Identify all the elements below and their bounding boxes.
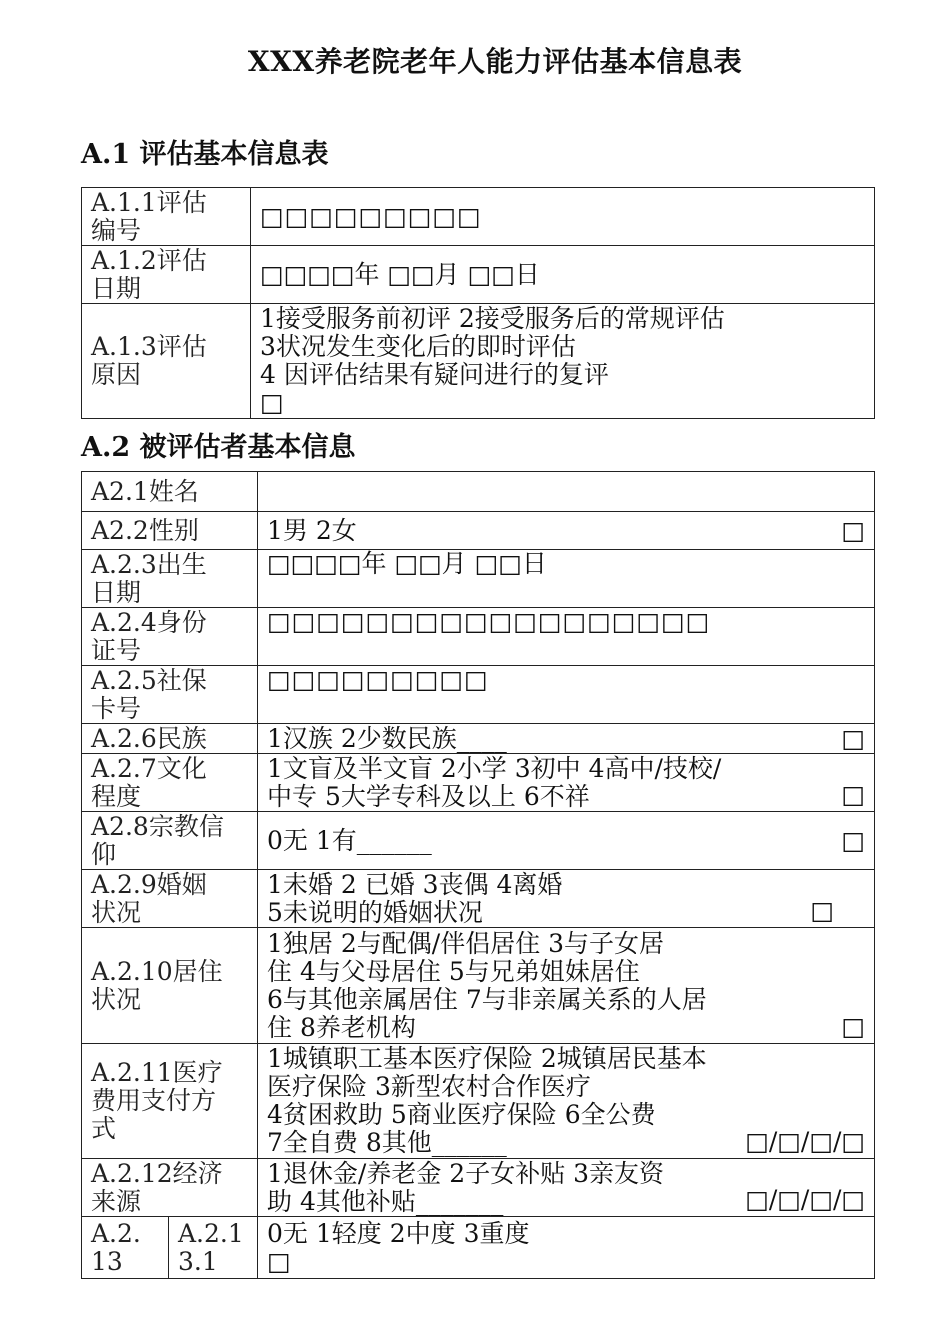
field-value-education[interactable] [258,754,875,812]
table-row [82,724,875,754]
field-value-name[interactable] [258,472,875,512]
marital-status-checkbox[interactable]: □ [810,896,835,925]
field-label-medical-payment: A.2.11医疗 费用支付方 式 [82,1044,258,1159]
field-label-education: A.2.7文化 程度 [82,754,258,812]
field-value-assessment-date[interactable]: □□□□年 □□月 □□日 [251,246,875,304]
table-row [82,666,875,724]
table-row [82,188,875,246]
economic-source-checkboxes[interactable]: □/□/□/□ [745,1185,866,1214]
assessment-info-table [81,187,875,419]
table-row [82,304,875,419]
table-row [82,608,875,666]
table-row [82,512,875,550]
field-label-ethnicity: A.2.6民族 [82,724,258,754]
field-value-a2131[interactable]: 0无 1轻度 2中度 3重度 □ [258,1217,875,1279]
table-row [82,246,875,304]
table-row [82,472,875,512]
medical-payment-options: 1城镇职工基本医疗保险 2城镇居民基本 医疗保险 3新型农村合作医疗 4贫困救助 5商业医疗保险 6全公费 7全自费 8其他______ [267,1044,707,1157]
table-row [82,754,875,812]
field-label-gender: A2.2性别 [82,512,258,550]
birth-date-boxes: □□□□年 □□月 □□日 [267,549,547,578]
economic-source-options: 1退休金/养老金 2子女补贴 3亲友资 助 4其他补贴_______ [267,1158,665,1216]
table-row [82,1159,875,1217]
table-row [82,550,875,608]
field-label-assessment-reason: A.1.3评估 原因 [82,304,251,419]
table-row [82,928,875,1044]
field-value-assessment-number[interactable]: □□□□□□□□□ [251,188,875,246]
field-value-economic-source[interactable] [258,1159,875,1217]
religion-checkbox[interactable]: □ [841,825,866,855]
section-heading-a2: A.2 被评估者基本信息 [81,432,356,463]
field-label-living-status: A.2.10居住 状况 [82,928,258,1044]
field-label-marital-status: A.2.9婚姻 状况 [82,870,258,928]
marital-status-options: 1未婚 2 已婚 3丧偶 4离婚 5未说明的婚姻状况 [267,869,563,927]
field-label-assessment-date: A.1.2评估 日期 [82,246,251,304]
field-value-id-number[interactable] [258,608,875,666]
gender-options: 1男 2女 [267,515,357,545]
field-sublabel-a2131: A.2.1 3.1 [169,1217,258,1279]
social-security-boxes: □□□□□□□□□ [267,665,489,694]
field-label-id-number: A.2.4身份 证号 [82,608,258,666]
ethnicity-checkbox[interactable]: □ [841,723,866,753]
field-value-religion[interactable] [258,812,875,870]
education-checkbox[interactable]: □ [841,780,866,809]
living-status-checkbox[interactable]: □ [841,1012,866,1041]
religion-options: 0无 1有______ [267,825,432,855]
field-label-a213: A.2. 13 [82,1217,169,1279]
field-label-name: A2.1姓名 [82,472,258,512]
table-row [82,870,875,928]
gender-checkbox[interactable]: □ [841,515,866,545]
field-value-gender[interactable] [258,512,875,550]
field-value-ethnicity[interactable] [258,724,875,754]
field-value-medical-payment[interactable] [258,1044,875,1159]
field-label-religion: A2.8宗教信 仰 [82,812,258,870]
field-label-social-security: A.2.5社保 卡号 [82,666,258,724]
field-label-economic-source: A.2.12经济 来源 [82,1159,258,1217]
field-value-social-security[interactable] [258,666,875,724]
medical-payment-checkboxes[interactable]: □/□/□/□ [745,1127,866,1156]
id-number-boxes: □□□□□□□□□□□□□□□□□□ [267,607,711,636]
document-title: XXX养老院老年人能力评估基本信息表 [247,45,743,78]
education-options: 1文盲及半文盲 2小学 3初中 4高中/技校/ 中专 5大学专科及以上 6不祥 [267,753,722,811]
section-heading-a1: A.1 评估基本信息表 [81,139,329,170]
subject-info-table [81,471,875,1279]
table-row [82,1217,875,1279]
field-value-birth-date[interactable] [258,550,875,608]
field-label-assessment-number: A.1.1评估 编号 [82,188,251,246]
ethnicity-options: 1汉族 2少数民族____ [267,723,507,753]
field-value-living-status[interactable] [258,928,875,1044]
field-label-birth-date: A.2.3出生 日期 [82,550,258,608]
living-status-options: 1独居 2与配偶/伴侣居住 3与子女居 住 4与父母居住 5与兄弟姐妹居住 6与其他亲属居住 7与非亲属关系的人居 住 8养老机构 [267,928,707,1042]
field-value-marital-status[interactable] [258,870,875,928]
table-row [82,812,875,870]
field-value-assessment-reason[interactable]: 1接受服务前初评 2接受服务后的常规评估 3状况发生变化后的即时评估 4 因评估结果有疑问进行的复评 □ [251,304,875,419]
table-row [82,1044,875,1159]
